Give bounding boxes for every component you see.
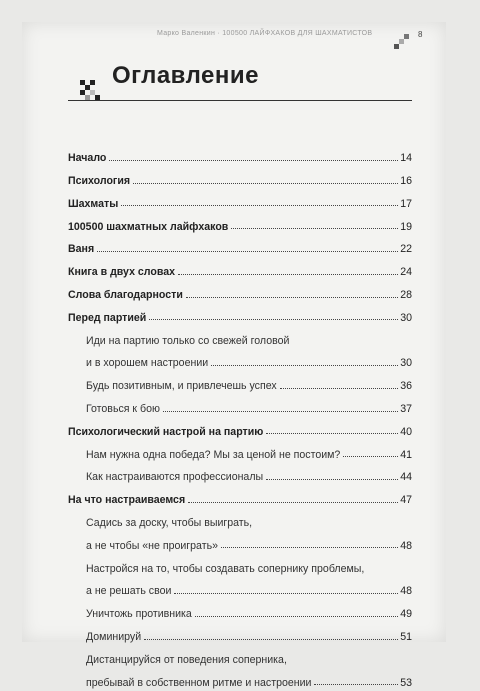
toc-entry-page: 44 — [400, 471, 412, 484]
toc-dot-leader — [211, 365, 398, 366]
toc-entry-title: а не чтобы «не проиграть» — [86, 539, 218, 552]
toc-entry-title: Психология — [68, 175, 131, 187]
toc-dot-leader — [231, 228, 398, 229]
toc-dot-leader — [195, 616, 398, 617]
toc-dot-leader — [266, 433, 398, 434]
toc-entry-title: 100500 шахматных лайфхаков — [68, 220, 229, 233]
toc-entry-page: 16 — [400, 175, 412, 187]
table-of-contents — [68, 144, 412, 691]
toc-dot-leader — [109, 160, 398, 161]
toc-dot-leader — [163, 411, 398, 412]
toc-entry-page: 41 — [400, 448, 412, 461]
toc-entry-page: 30 — [400, 311, 412, 324]
toc-entry-title: Психологический настрой на партию — [68, 425, 264, 438]
toc-entry-page: 49 — [400, 608, 412, 621]
toc-entry — [68, 190, 412, 213]
toc-dot-leader — [121, 205, 398, 206]
toc-entry-page: 22 — [400, 243, 412, 256]
toc-entry-title: Нам нужна одна победа? Мы за ценой не постоим? — [86, 448, 341, 461]
toc-entry-page: 19 — [400, 220, 412, 233]
toc-entry — [68, 532, 412, 555]
toc-entry-title: Будь позитивным, и привлечешь успех — [86, 380, 277, 393]
toc-entry — [68, 668, 412, 691]
toc-entry — [68, 509, 412, 532]
toc-entry-title: Дистанцируйся от поведения соперника, — [86, 653, 287, 666]
toc-dot-leader — [133, 183, 398, 184]
toc-entry-title: Слова благодарности — [68, 288, 183, 301]
title-rule — [68, 100, 412, 101]
toc-entry — [68, 258, 412, 281]
page-title: Оглавление — [112, 62, 259, 89]
toc-entry-title: Иди на партию только со свежей головой — [86, 334, 290, 347]
toc-entry-title: Книга в двух словах — [68, 266, 176, 279]
toc-entry — [68, 600, 412, 623]
toc-entry-page: 37 — [400, 402, 412, 415]
toc-entry — [68, 623, 412, 646]
toc-dot-leader — [221, 547, 398, 548]
toc-entry-title: Садись за доску, чтобы выиграть, — [86, 516, 253, 529]
toc-entry — [68, 646, 412, 669]
toc-entry-page: 30 — [400, 357, 412, 370]
toc-dot-leader — [266, 479, 398, 480]
toc-entry — [68, 440, 412, 463]
toc-entry — [68, 395, 412, 418]
toc-entry-page: 48 — [400, 585, 412, 598]
toc-dot-leader — [149, 319, 398, 320]
toc-dot-leader — [280, 388, 399, 389]
toc-entry-title: и в хорошем настроении — [86, 357, 209, 370]
toc-entry — [68, 463, 412, 486]
toc-entry-title: Доминируй — [86, 630, 142, 643]
toc-entry-title: Как настраиваются профессионалы — [86, 471, 264, 484]
toc-entry — [68, 281, 412, 304]
toc-entry-page: 40 — [400, 425, 412, 438]
toc-entry — [68, 486, 412, 509]
toc-entry-page: 14 — [400, 152, 412, 165]
toc-entry-title: Уничтожь противника — [86, 608, 192, 621]
toc-entry — [68, 144, 412, 167]
page-number: 8 — [418, 30, 423, 39]
toc-entry-title: пребывай в собственном ритме и настроении — [86, 676, 312, 689]
toc-entry-title: Готовься к бою — [86, 402, 160, 415]
toc-entry-title: а не решать свои — [86, 585, 172, 598]
toc-dot-leader — [314, 684, 398, 685]
toc-entry — [68, 326, 412, 349]
toc-entry-title: Начало — [68, 152, 107, 165]
toc-entry — [68, 418, 412, 441]
toc-entry-page: 48 — [400, 539, 412, 552]
toc-entry-page: 53 — [400, 676, 412, 689]
toc-dot-leader — [343, 456, 398, 457]
toc-entry — [68, 577, 412, 600]
toc-dot-leader — [144, 639, 398, 640]
toc-entry-title: Шахматы — [68, 197, 119, 210]
book-page — [22, 22, 446, 689]
toc-entry — [68, 372, 412, 395]
toc-entry — [68, 235, 412, 258]
toc-entry-title: Ваня — [68, 243, 95, 256]
running-head: Марко Валенкин · 100500 ЛАЙФХАКОВ ДЛЯ ШАХМАТИСТОВ — [157, 30, 373, 37]
toc-entry-page: 51 — [400, 630, 412, 643]
toc-dot-leader — [178, 274, 398, 275]
toc-entry — [68, 167, 412, 190]
toc-entry — [68, 554, 412, 577]
toc-dot-leader — [188, 502, 398, 503]
toc-entry-page: 36 — [400, 380, 412, 393]
toc-entry-page: 24 — [400, 266, 412, 279]
toc-entry-title: Перед партией — [68, 311, 147, 324]
toc-entry — [68, 212, 412, 235]
toc-entry — [68, 304, 412, 327]
toc-entry-title: На что настраиваемся — [68, 494, 186, 507]
toc-dot-leader — [97, 251, 398, 252]
toc-dot-leader — [186, 297, 398, 298]
toc-entry-title: Настройся на то, чтобы создавать сопернику проблемы, — [86, 562, 365, 575]
toc-entry — [68, 349, 412, 372]
toc-dot-leader — [174, 593, 398, 594]
toc-entry-page: 28 — [400, 288, 412, 301]
toc-entry-page: 17 — [400, 197, 412, 210]
toc-entry-page: 47 — [400, 494, 412, 507]
